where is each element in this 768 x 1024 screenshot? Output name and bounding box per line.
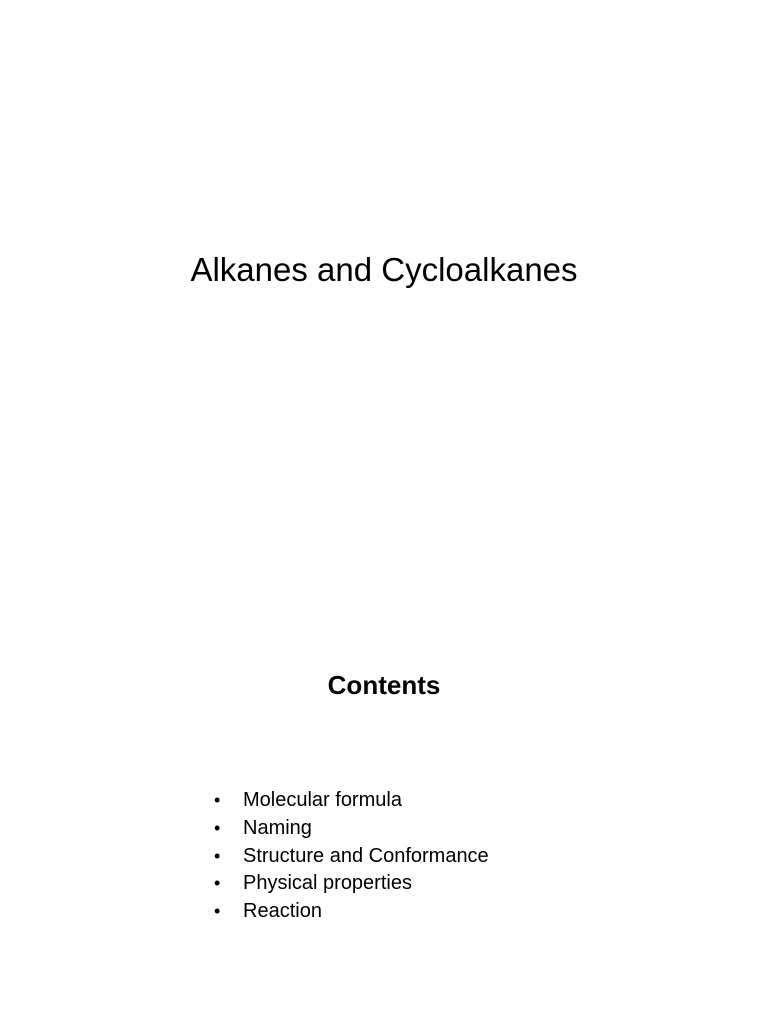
bullet-icon: •: [214, 817, 221, 838]
list-item-text: Physical properties: [243, 872, 412, 895]
bullet-icon: •: [214, 845, 221, 866]
list-item-text: Reaction: [243, 900, 322, 923]
list-item: [214, 898, 489, 926]
list-item: [214, 815, 489, 843]
list-item-text: Structure and Conformance: [243, 844, 489, 867]
list-item: [214, 870, 489, 898]
bullet-icon: •: [214, 901, 221, 922]
bullet-icon: •: [214, 790, 221, 810]
page-title: Alkanes and Cycloalkanes: [190, 251, 578, 288]
list-item: [214, 843, 489, 871]
contents-list: [214, 787, 489, 926]
list-item-text: Naming: [243, 816, 312, 839]
bullet-icon: •: [214, 873, 221, 894]
list-item: [214, 787, 489, 815]
list-item-text: Molecular formula: [243, 789, 402, 811]
contents-heading: Contents: [327, 670, 441, 700]
